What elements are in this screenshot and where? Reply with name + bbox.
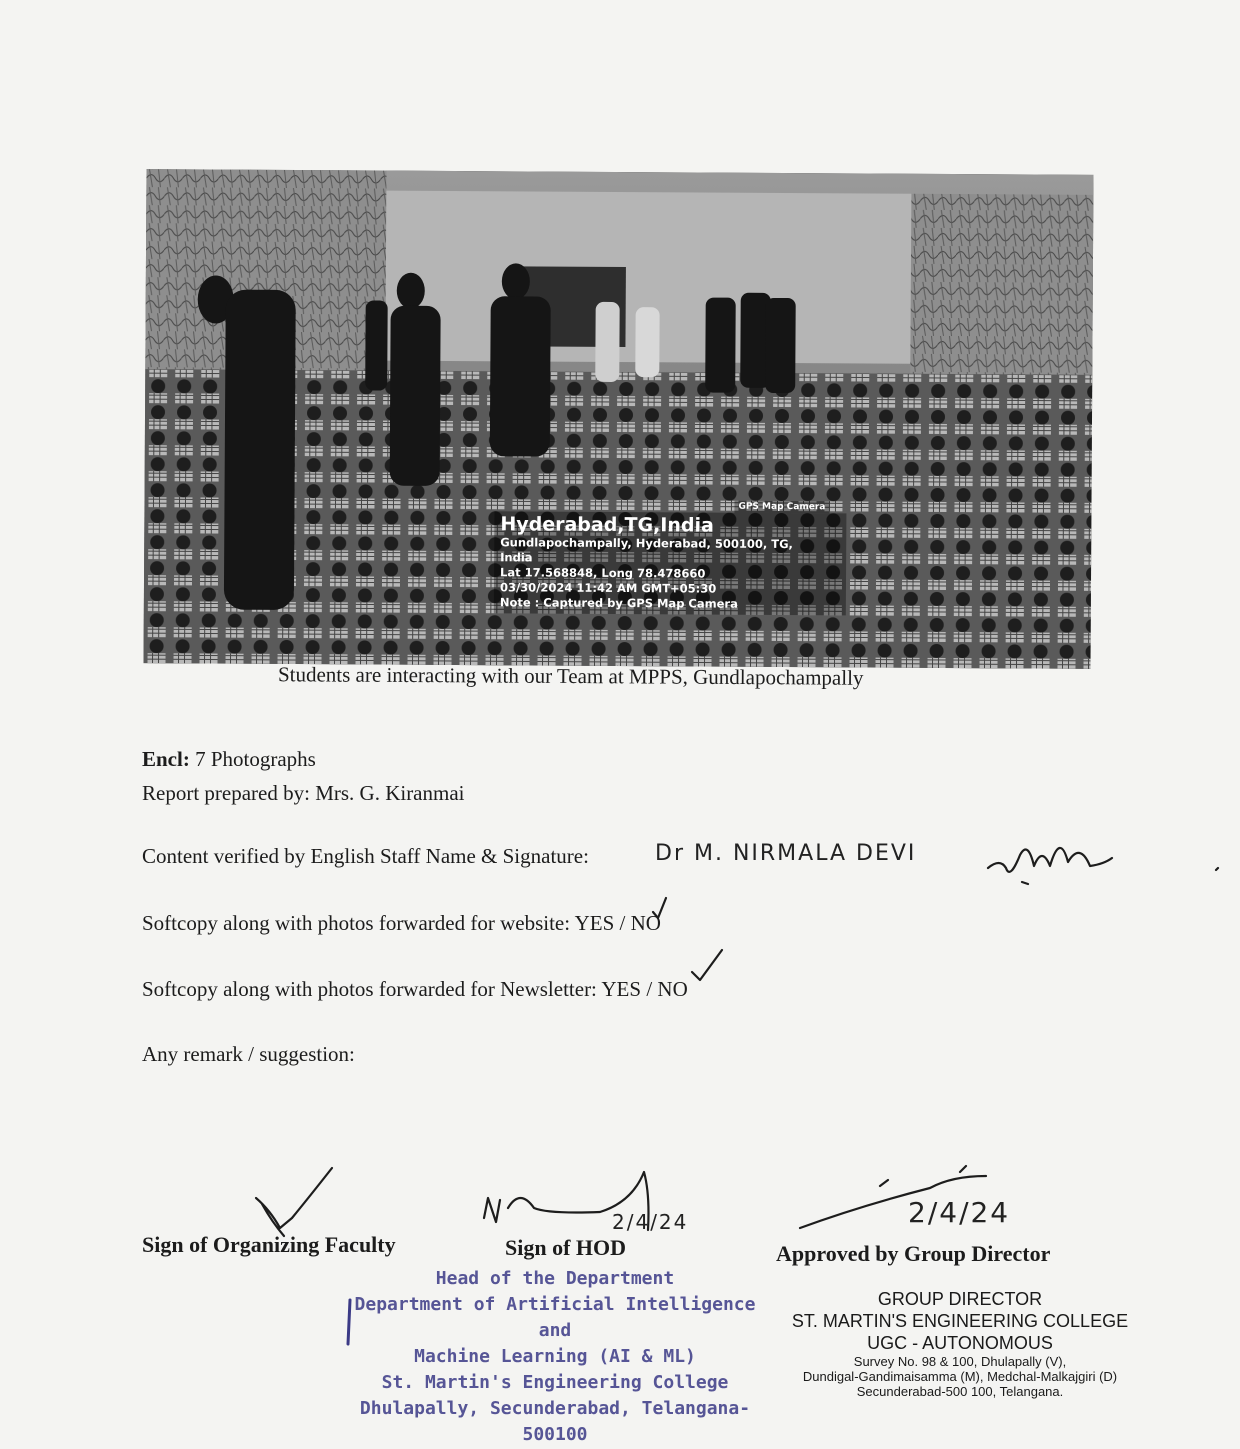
event-photo (144, 169, 1094, 669)
newsletter-label: Softcopy along with photos forwarded for Newsletter: (142, 977, 597, 1001)
website-line (142, 911, 661, 936)
group-director-label: Approved by Group Director (776, 1241, 1051, 1266)
director-stamp (770, 1288, 1150, 1399)
hod-stamp-line-5: Dhulapally, Secunderabad, Telangana-500100 (359, 1398, 751, 1445)
director-stamp-college: ST. MARTIN'S ENGINEERING COLLEGE (791, 1311, 1129, 1331)
director-stamp-status: UGC - AUTONOMOUS (867, 1333, 1053, 1353)
verifier-signature (988, 848, 1218, 884)
gps-datetime: 03/30/2024 11:42 AM GMT+05:30 (499, 580, 717, 596)
website-options: YES / NO (574, 911, 661, 935)
director-stamp-address-2: Dundigal-Gandimaisamma (M), Medchal-Malkajgiri (D) (802, 1369, 1118, 1384)
remark-label: Any remark / suggestion: (142, 1042, 355, 1066)
gps-location-title: Hyderabad,TG,India (500, 513, 714, 537)
verifier-handwritten-name: Dr M. NIRMALA DEVI (655, 841, 917, 866)
director-stamp-address-1: Survey No. 98 & 100, Dhulapally (V), (853, 1354, 1067, 1369)
gps-coordinates: Lat 17.568848, Long 78.478660 (500, 565, 706, 581)
encl-label: Encl: (142, 747, 190, 771)
hod-signature-date: 2/4/24 (612, 1210, 689, 1234)
hod-stamp-line-4: St. Martin's Engineering College (381, 1372, 729, 1393)
photo-caption: Students are interacting with our Team at MPPS, Gundlapochampally (277, 662, 864, 690)
faculty-signature (256, 1168, 332, 1236)
gps-note: Note : Captured by GPS Map Camera (499, 595, 738, 611)
hod-stamp-line-2: Department of Artificial Intelligence and (354, 1294, 756, 1341)
gps-camera-badge: GPS Map Camera (734, 501, 829, 514)
website-label: Softcopy along with photos forwarded for website: (142, 911, 571, 935)
encl-value: 7 Photographs (195, 747, 316, 771)
gps-address-country: India (500, 550, 533, 565)
newsletter-options: YES / NO (601, 977, 688, 1001)
director-stamp-title: GROUP DIRECTOR (877, 1289, 1043, 1309)
newsletter-yes-tick (692, 950, 722, 980)
prepared-by: Report prepared by: Mrs. G. Kiranmai (142, 781, 465, 805)
hod-label: Sign of HOD (505, 1235, 627, 1260)
director-stamp-address-3: Secunderabad-500 100, Telangana. (856, 1384, 1064, 1399)
hod-stamp (345, 1266, 765, 1448)
organizing-faculty-label: Sign of Organizing Faculty (142, 1232, 396, 1257)
director-signature-date: 2/4/24 (908, 1196, 1011, 1229)
newsletter-line (142, 977, 688, 1002)
enclosure-line (142, 747, 316, 772)
verified-label: Content verified by English Staff Name & Signature: (142, 844, 589, 868)
gps-address: Gundlapochampally, Hyderabad, 500100, TG, (500, 535, 793, 552)
hod-stamp-line-1: Head of the Department (435, 1268, 675, 1289)
hod-stamp-line-3: Machine Learning (AI & ML) (414, 1346, 696, 1367)
gps-overlay (494, 511, 847, 615)
